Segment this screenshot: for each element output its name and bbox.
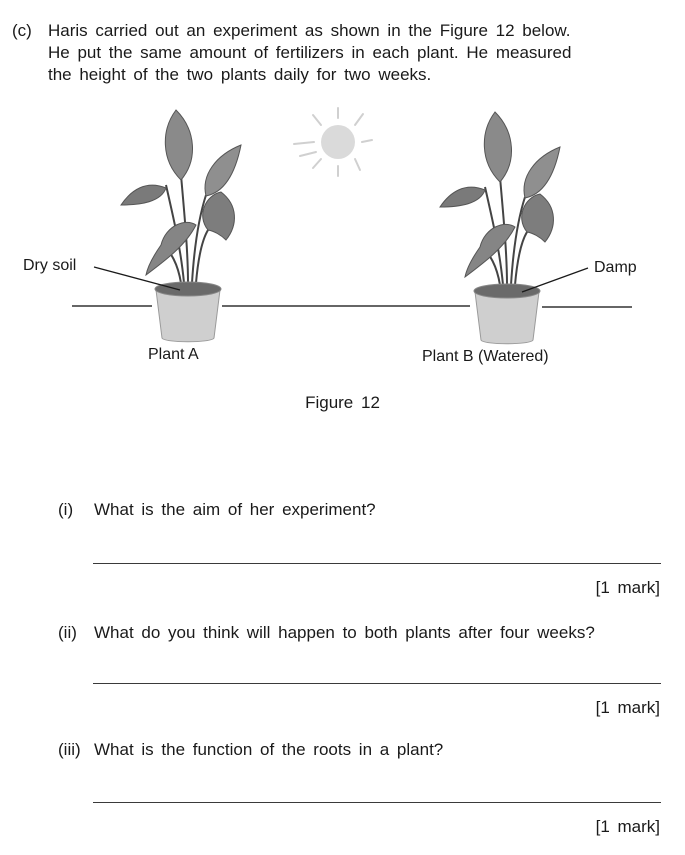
question-number: (ii) bbox=[58, 623, 77, 642]
answer-line[interactable] bbox=[93, 683, 661, 684]
dry-soil-pointer bbox=[94, 267, 180, 290]
intro-line: He put the same amount of fertilizers in each plant. He measured bbox=[48, 43, 572, 62]
question-number: (iii) bbox=[58, 740, 81, 759]
experiment-illustration bbox=[0, 100, 685, 400]
marks-label: [1 mark] bbox=[595, 578, 660, 597]
question-text: What do you think will happen to both plants after four weeks? bbox=[94, 623, 595, 642]
plant-a-illustration bbox=[121, 110, 241, 342]
answer-line[interactable] bbox=[93, 802, 661, 803]
damp-pointer bbox=[522, 268, 588, 292]
figure-caption: Figure 12 bbox=[305, 393, 380, 412]
intro-text bbox=[48, 20, 672, 86]
dry-soil-label: Dry soil bbox=[23, 257, 77, 274]
question-number: (i) bbox=[58, 500, 74, 519]
plant-b-label: Plant B (Watered) bbox=[422, 348, 549, 365]
figure-12 bbox=[0, 100, 685, 400]
damp-label: Damp bbox=[594, 259, 637, 276]
question-part-label: (c) bbox=[12, 21, 32, 40]
sun-icon bbox=[294, 108, 372, 176]
marks-label: [1 mark] bbox=[595, 698, 660, 717]
plant-a-label: Plant A bbox=[148, 346, 199, 363]
intro-line: Haris carried out an experiment as shown in the Figure 12 below. bbox=[48, 21, 571, 40]
answer-line[interactable] bbox=[93, 563, 661, 564]
intro-line: the height of the two plants daily for two weeks. bbox=[48, 65, 432, 84]
marks-label: [1 mark] bbox=[595, 817, 660, 836]
question-text: What is the function of the roots in a plant? bbox=[94, 740, 444, 759]
question-text: What is the aim of her experiment? bbox=[94, 500, 376, 519]
plant-b-illustration bbox=[440, 112, 560, 344]
question-intro bbox=[12, 20, 672, 86]
